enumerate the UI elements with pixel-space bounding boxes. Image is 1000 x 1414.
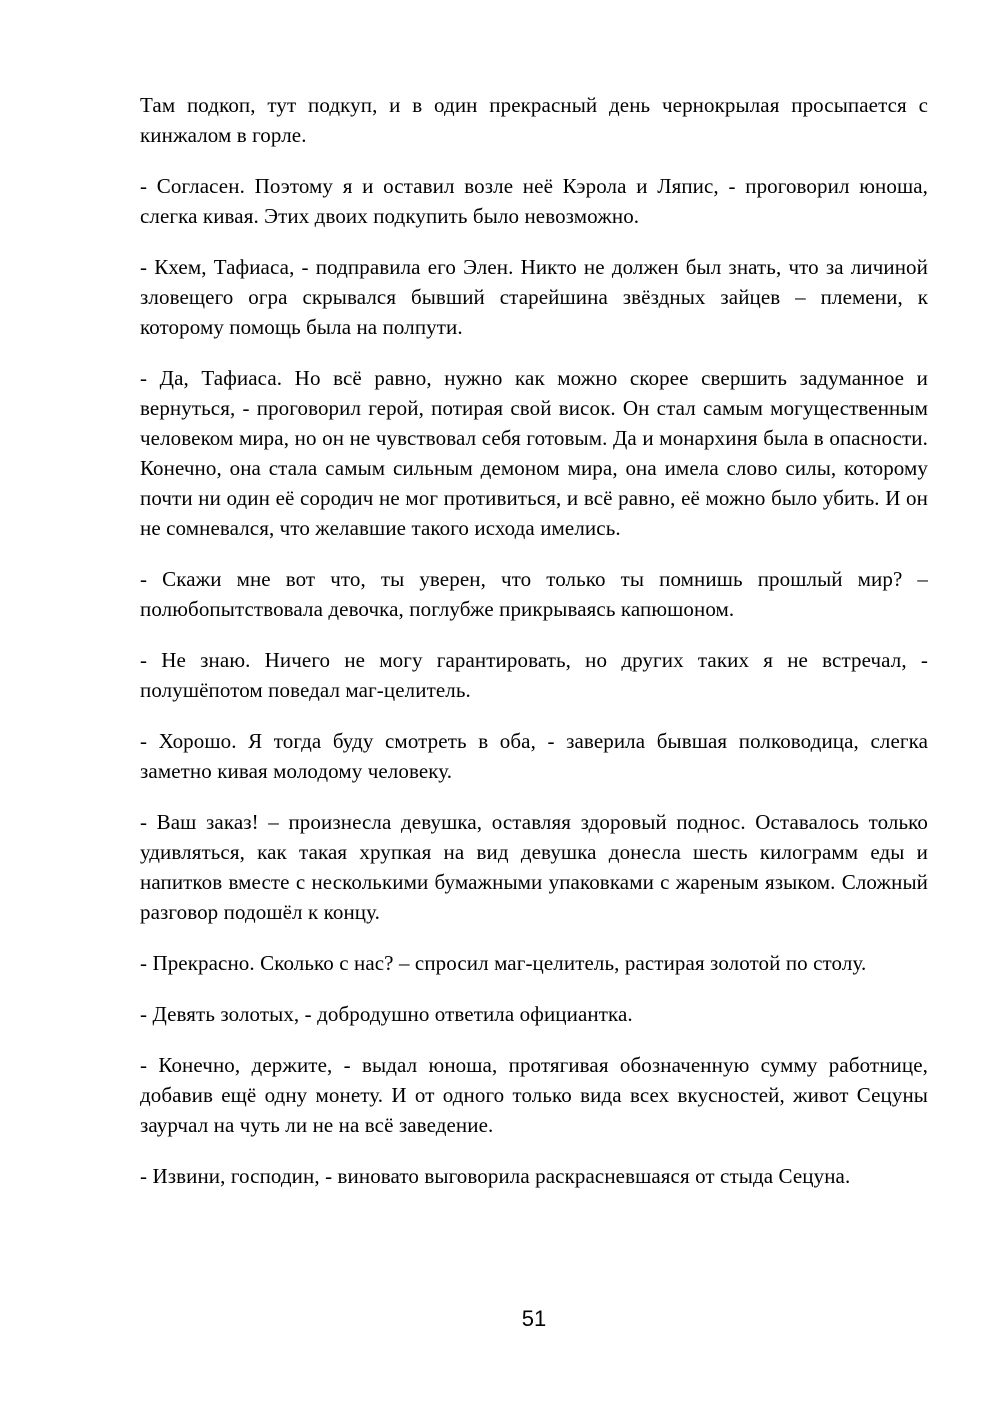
- paragraph-11: - Конечно, держите, - выдал юноша, протягивая обозначенную сумму работнице, добавив ещё одну монету. И от одного только вида всех вкусностей, живот Сецуны заурчал на чуть ли не на всё заведение.: [140, 1053, 928, 1137]
- page-number: 51: [521, 1306, 547, 1331]
- paragraph-7: - Хорошо. Я тогда буду смотреть в оба, - заверила бывшая полководица, слегка заметно кивая молодому человеку.: [140, 729, 928, 783]
- paragraph-10: - Девять золотых, - добродушно ответила официантка.: [140, 1002, 633, 1026]
- paragraph-5: - Скажи мне вот что, ты уверен, что только ты помнишь прошлый мир? – полюбопытствовала девочка, поглубже прикрываясь капюшоном.: [140, 567, 928, 621]
- paragraph-4: - Да, Тафиаса. Но всё равно, нужно как можно скорее свершить задуманное и вернуться, - проговорил герой, потирая свой висок. Он стал самым могущественным человеком мира, но он не чувствовал себя готовым. Да и монархиня была в опасности. Конечно, она стала самым сильным демоном мира, она имела слово силы, которому почти ни один её сородич не мог противиться, и всё равно, её можно было убить. И он не сомневался, что желавшие такого исхода имелись.: [140, 366, 928, 540]
- paragraph-1: Там подкоп, тут подкуп, и в один прекрасный день чернокрылая просыпается с кинжалом в горле.: [140, 93, 928, 147]
- paragraph-6: - Не знаю. Ничего не могу гарантировать, но других таких я не встречал, - полушёпотом поведал маг-целитель.: [140, 648, 928, 702]
- paragraph-3: - Кхем, Тафиаса, - подправила его Элен. Никто не должен был знать, что за личиной зловещего огра скрывался бывший старейшина звёздных зайцев – племени, к которому помощь была на полпути.: [140, 255, 928, 339]
- paragraph-12: - Извини, господин, - виновато выговорила раскрасневшаяся от стыда Сецуна.: [140, 1164, 851, 1188]
- paragraph-9: - Прекрасно. Сколько с нас? – спросил маг-целитель, растирая золотой по столу.: [140, 951, 867, 975]
- page-footer: [140, 1308, 928, 1331]
- paragraph-8: - Ваш заказ! – произнесла девушка, оставляя здоровый поднос. Оставалось только удивляться, как такая хрупкая на вид девушка донесла шесть килограмм еды и напитков вместе с несколькими бумажными упаковками с жареным языком. Сложный разговор подошёл к концу.: [140, 810, 928, 924]
- paragraph-2: - Согласен. Поэтому я и оставил возле неё Кэрола и Ляпис, - проговорил юноша, слегка кивая. Этих двоих подкупить было невозможно.: [140, 174, 928, 228]
